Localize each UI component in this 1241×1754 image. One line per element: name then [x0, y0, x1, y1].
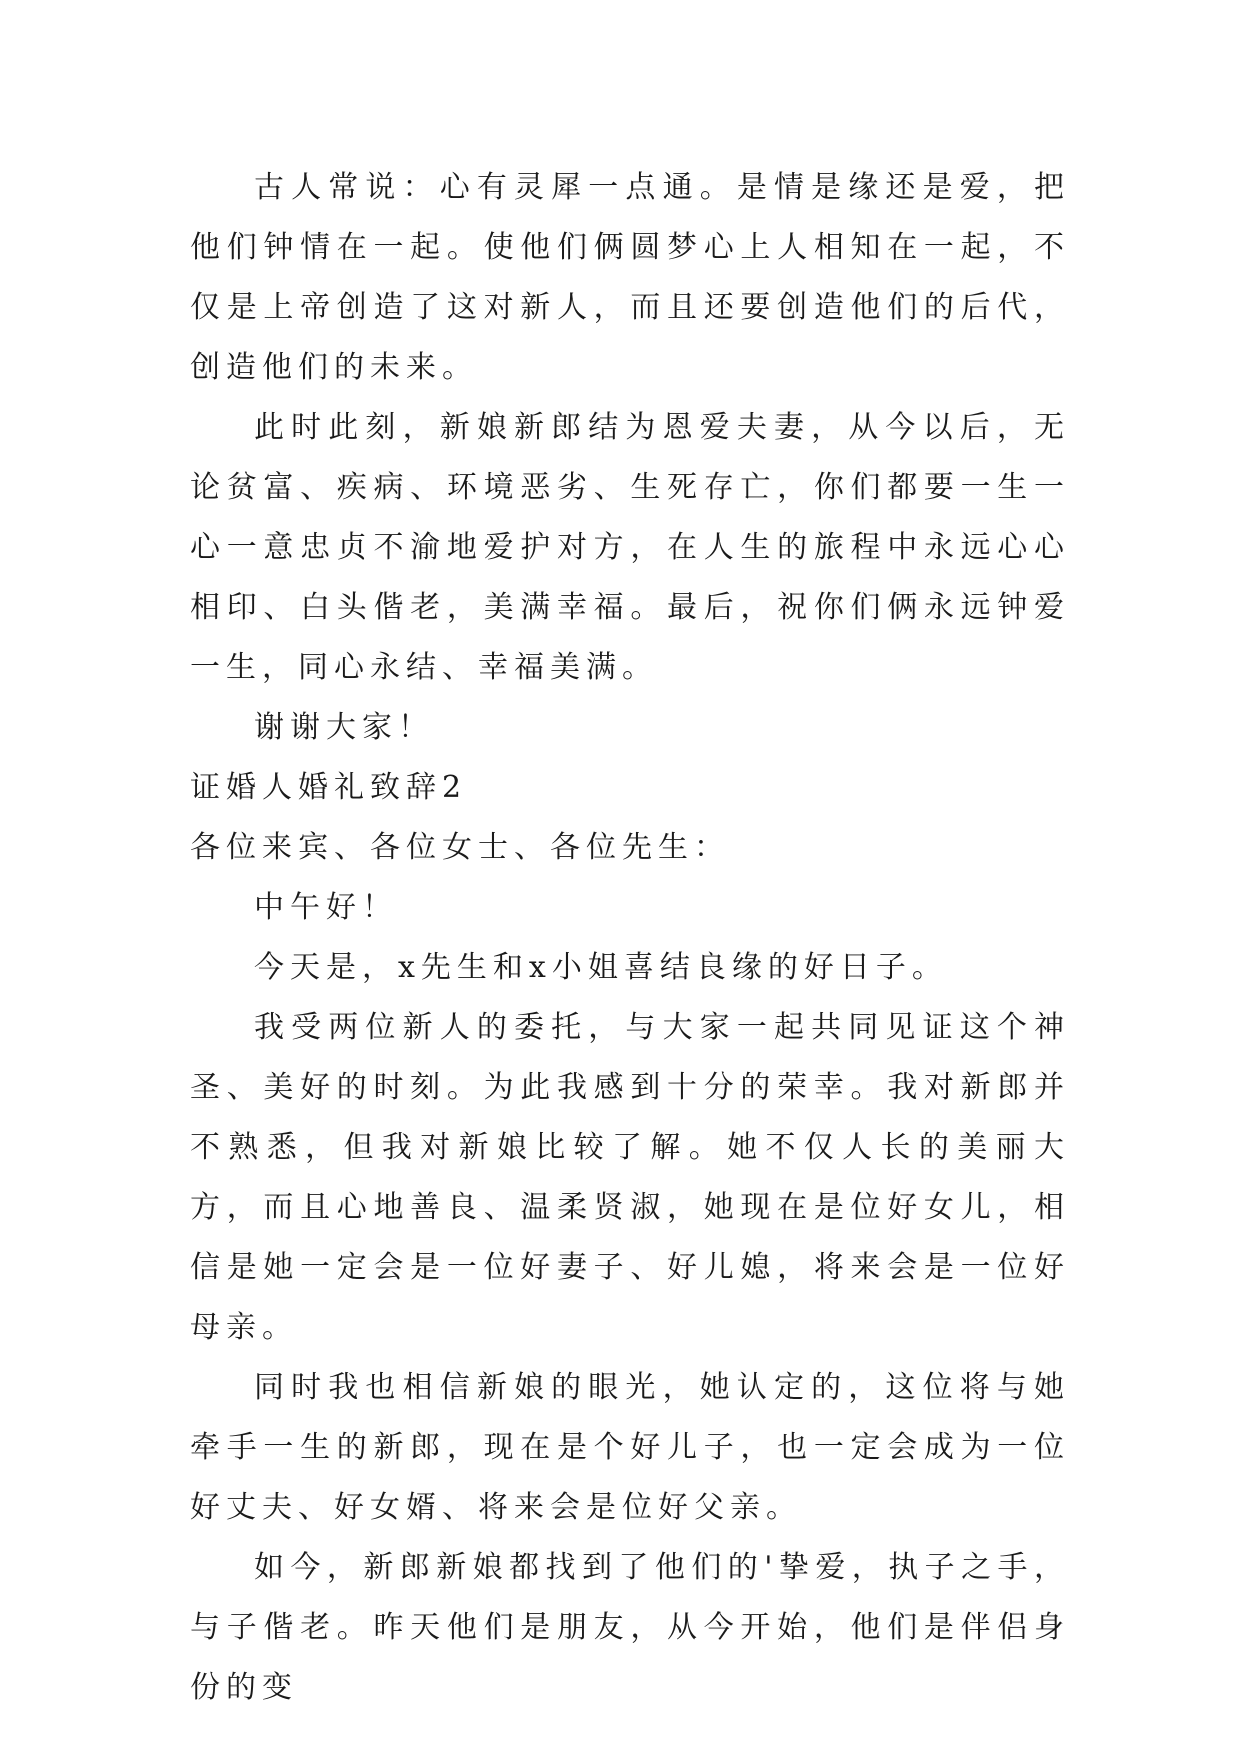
paragraph-1: 古人常说：心有灵犀一点通。是情是缘还是爱，把他们钟情在一起。使他们俩圆梦心上人相知在一起，不仅是上帝创造了这对新人，而且还要创造他们的后代，创造他们的未来。	[190, 170, 1070, 385]
paragraph-2: 此时此刻，新娘新郎结为恩爱夫妻，从今以后，无论贫富、疾病、环境恶劣、生死存亡，你们都要一生一心一意忠贞不渝地爱护对方，在人生的旅程中永远心心相印、白头偕老，美满幸福。最后，祝你们俩永远钟爱一生，同心永结、幸福美满。	[190, 410, 1070, 685]
greeting: 中午好！	[254, 890, 398, 925]
section-heading: 证婚人婚礼致辞2	[190, 770, 468, 805]
paragraph-witness: 我受两位新人的委托，与大家一起共同见证这个神圣、美好的时刻。为此我感到十分的荣幸。我对新郎并不熟悉，但我对新娘比较了解。她不仅人长的美丽大方，而且心地善良、温柔贤淑，她现在是位好女儿，相信是她一定会是一位好妻子、好儿媳，将来会是一位好母亲。	[190, 1010, 1070, 1345]
paragraph-partners: 如今，新郎新娘都找到了他们的'挚爱，执子之手，与子偕老。昨天他们是朋友，从今开始，他们是伴侣身份的变	[190, 1550, 1070, 1705]
paragraph-occasion: 今天是，x先生和x小姐喜结良缘的好日子。	[254, 950, 948, 985]
paragraph-groom: 同时我也相信新娘的眼光，她认定的，这位将与她牵手一生的新郎，现在是个好儿子，也一定会成为一位好丈夫、好女婿、将来会是位好父亲。	[190, 1370, 1070, 1525]
document-body	[190, 158, 1070, 1718]
salutation: 各位来宾、各位女士、各位先生：	[190, 830, 730, 865]
paragraph-thanks: 谢谢大家！	[254, 710, 434, 745]
